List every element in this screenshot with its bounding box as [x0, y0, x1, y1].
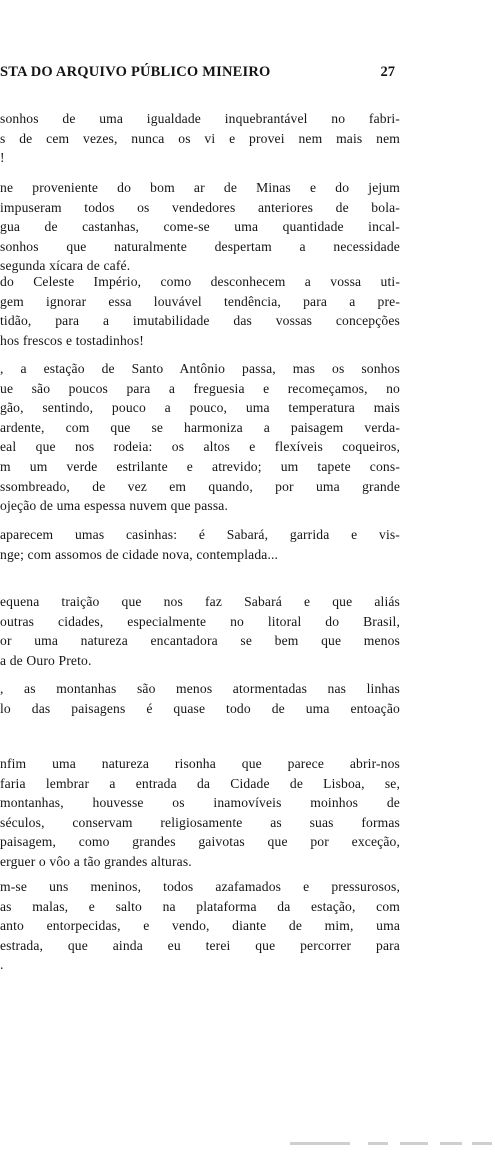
text-line: , as montanhas são menos atormentadas nas linhas [0, 681, 400, 696]
scan-artifact-marks [290, 1142, 495, 1146]
text-line: ne proveniente do bom ar de Minas e do jejum [0, 180, 400, 195]
text-line: m-se uns meninos, todos azafamados e pressurosos, [0, 879, 400, 894]
text-line: outras cidades, especialmente no litoral do Brasil, [0, 613, 400, 629]
text-line: s de cem vezes, nunca os vi e provei nem mais nem [0, 130, 400, 146]
text-line: paisagem, como grandes gaivotas que por exceção, [0, 834, 400, 850]
text-line: gão, sentindo, pouco a pouco, uma temperatura mais [0, 400, 400, 416]
text-line: m um verde estrilante e atrevido; um tapete cons- [0, 458, 400, 474]
text-line: gem ignorar essa louvável tendência, para a pre- [0, 293, 400, 309]
text-line: , a estação de Santo Antônio passa, mas os sonhos [0, 361, 400, 376]
text-line: . [0, 957, 4, 973]
paragraph-2 [0, 178, 400, 276]
text-line: estrada, que ainda eu terei que percorrer para [0, 937, 400, 953]
text-line: sonhos de uma igualdade inquebrantável no fabri- [0, 111, 400, 126]
paragraph-5 [0, 525, 400, 564]
text-line: ojeção de uma espessa nuvem que passa. [0, 498, 229, 514]
text-line: or uma natureza encantadora se bem que menos [0, 633, 400, 649]
text-line: tidão, para a imutabilidade das vossas concepções [0, 313, 400, 329]
text-line: erguer o vôo a tão grandes alturas. [0, 853, 192, 869]
paragraph-7 [0, 679, 400, 738]
text-line: nge; com assomos de cidade nova, contemplada... [0, 546, 279, 562]
text-line: as malas, e salto na plataforma da estação, com [0, 898, 400, 914]
text-line: segunda xícara de café. [0, 258, 131, 274]
paragraph-3 [0, 272, 400, 350]
text-line: ssombreado, de vez em quando, por uma grande [0, 478, 400, 494]
text-line: séculos, conservam religiosamente as suas formas [0, 814, 400, 830]
text-line: do Celeste Império, como desconhecem a vossa uti- [0, 274, 400, 289]
paragraph-4 [0, 359, 400, 516]
text-line: a de Ouro Preto. [0, 652, 92, 668]
text-line: ! [0, 150, 5, 166]
text-line: impuseram todos os vendedores anteriores de bola- [0, 199, 400, 215]
text-line: lo das paisagens é quase todo de uma entoação [0, 700, 400, 716]
text-line: nfim uma natureza risonha que parece abrir-nos [0, 756, 400, 771]
text-line: eal que nos rodeia: os altos e flexíveis coqueiros, [0, 439, 400, 455]
text-line: hos frescos e tostadinhos! [0, 332, 144, 348]
page-number: 27 [380, 64, 395, 80]
text-line: aparecem umas casinhas: é Sabará, garrida e vis- [0, 527, 400, 542]
text-line: faria lembrar a entrada da Cidade de Lisboa, se, [0, 775, 400, 791]
paragraph-1 [0, 109, 400, 168]
paragraph-8 [0, 754, 400, 872]
paragraph-6 [0, 592, 400, 670]
text-line: anto entorpecidas, e vendo, diante de mim, uma [0, 918, 400, 934]
text-line: equena traição que nos faz Sabará e que aliás [0, 594, 400, 609]
running-head: STA DO ARQUIVO PÚBLICO MINEIRO [0, 64, 271, 80]
text-line: montanhas, houvesse os inamovíveis moinhos de [0, 795, 400, 811]
text-line: sonhos que naturalmente despertam a necessidade [0, 238, 400, 254]
text-line [0, 718, 400, 738]
page-header [0, 64, 395, 84]
text-line: ue são poucos para a freguesia e recomeçamos, no [0, 380, 400, 396]
paragraph-9 [0, 877, 400, 975]
text-line: ardente, com que se harmoniza a paisagem verda- [0, 419, 400, 435]
text-line: gua de castanhas, come-se uma quantidade incal- [0, 219, 400, 235]
